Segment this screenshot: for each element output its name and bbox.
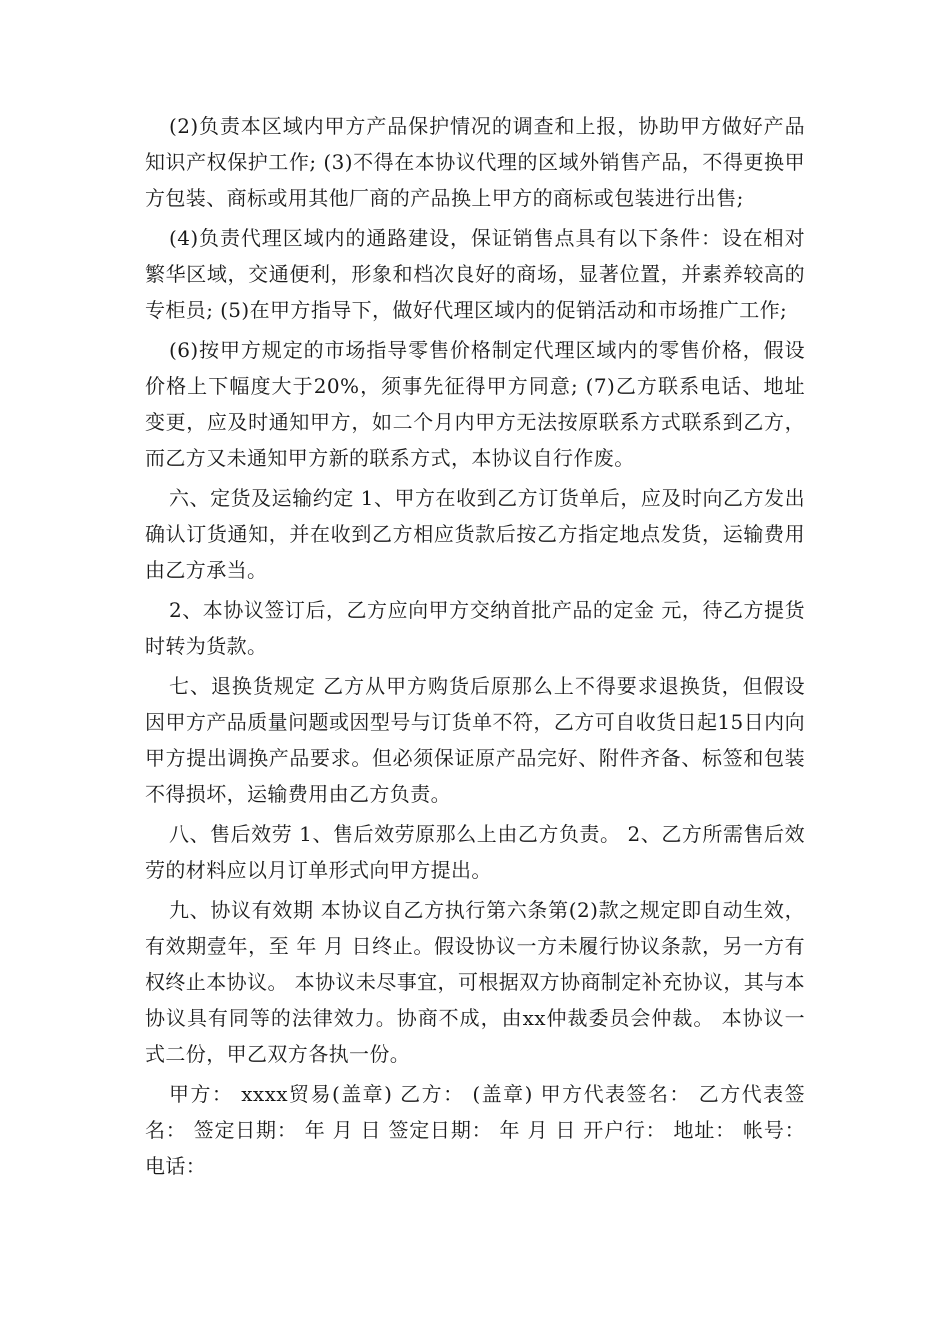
paragraph-clause-5-items-6-7: (6)按甲方规定的市场指导零售价格制定代理区域内的零售价格，假设价格上下幅度大于20%，须事先征得甲方同意; (7)乙方联系电话、地址变更，应及时通知甲方，如二个月内甲方无法按原联系方式联系到乙方，而乙方又未通知甲方新的联系方式，本协议自行作废。 — [145, 338, 805, 470]
paragraph-clause-6-deposit: 2、本协议签订后，乙方应向甲方交纳首批产品的定金 元，待乙方提货时转为货款。 — [145, 598, 805, 658]
paragraph-clause-5-items-4-5: (4)负责代理区域内的通路建设，保证销售点具有以下条件：设在相对繁华区域，交通便利，形象和档次良好的商场，显著位置，并素养较高的专柜员; (5)在甲方指导下，做好代理区域内的促销活动和市场推广工作; — [145, 226, 805, 322]
paragraph-clause-8-after-sales: 八、售后效劳 1、售后效劳原那么上由乙方负责。 2、乙方所需售后效劳的材料应以月订单形式向甲方提出。 — [145, 822, 805, 882]
paragraph-signature-block: 甲方： xxxx贸易(盖章) 乙方： (盖章) 甲方代表签名： 乙方代表签名： 签定日期： 年 月 日 签定日期： 年 月 日 开户行： 地址： 帐号： 电话： — [145, 1082, 805, 1178]
paragraph-clause-6-ordering: 六、定货及运输约定 1、甲方在收到乙方订货单后，应及时向乙方发出确认订货通知，并在收到乙方相应货款后按乙方指定地点发货，运输费用由乙方承当。 — [145, 486, 805, 582]
paragraph-clause-9-validity: 九、协议有效期 本协议自乙方执行第六条第(2)款之规定即自动生效，有效期壹年，至 年 月 日终止。假设协议一方未履行协议条款，另一方有权终止本协议。 本协议未尽事宜，可根据双方协商制定补充协议，其与本协议具有同等的法律效力。协商不成，由xx仲裁委员会仲裁。 本协议一式二份，甲乙双方各执一份。 — [145, 898, 805, 1066]
paragraph-clause-5-items-2-3: (2)负责本区域内甲方产品保护情况的调查和上报，协助甲方做好产品知识产权保护工作; (3)不得在本协议代理的区域外销售产品，不得更换甲方包装、商标或用其他厂商的产品换上甲方的商标或包装进行出售; — [145, 114, 805, 210]
paragraph-clause-7-returns: 七、退换货规定 乙方从甲方购货后原那么上不得要求退换货，但假设因甲方产品质量问题或因型号与订货单不符，乙方可自收货日起15日内向甲方提出调换产品要求。但必须保证原产品完好、附件齐备、标签和包装不得损坏，运输费用由乙方负责。 — [145, 674, 805, 806]
document-body — [145, 108, 805, 1184]
